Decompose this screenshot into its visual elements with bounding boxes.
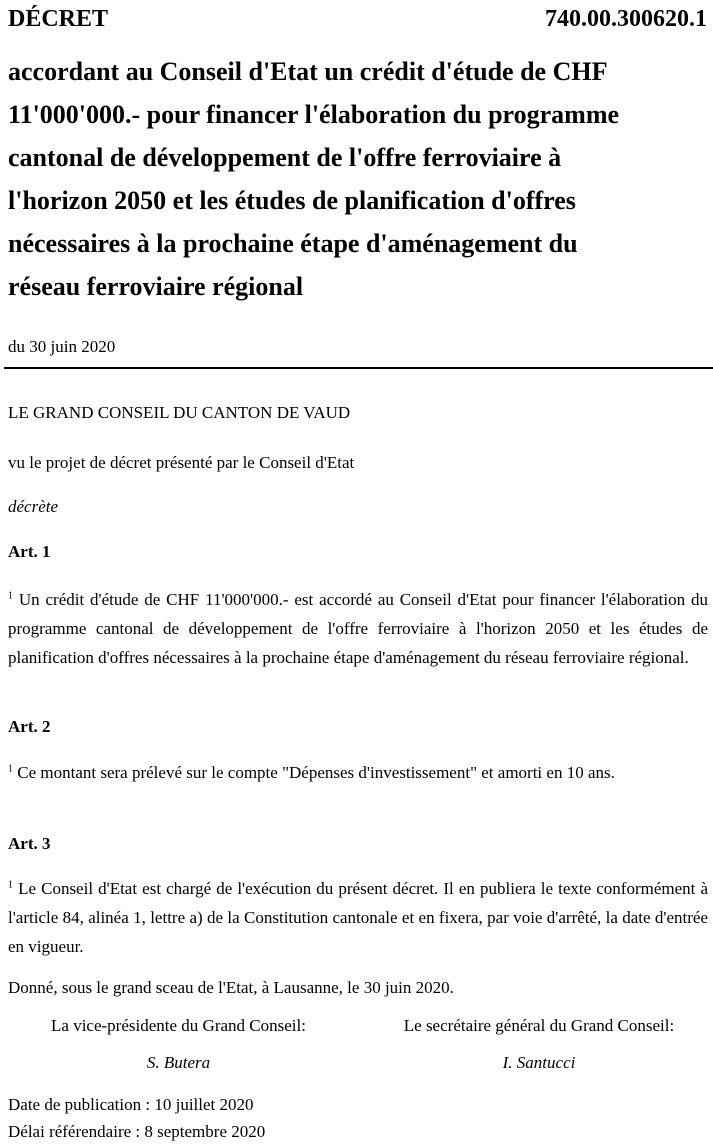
title-line: accordant au Conseil d'Etat un crédit d'étude de CHF: [8, 57, 608, 86]
title-line: nécessaires à la prochaine étape d'aménagement du: [8, 229, 578, 258]
alinea-number: 1: [8, 879, 13, 891]
article-2-body: Ce montant sera prélevé sur le compte "Dépenses d'investissement" et amorti en 10 ans.: [17, 763, 615, 782]
article-2-text: [8, 758, 708, 787]
right-signatory-name: I. Santucci: [502, 1053, 576, 1072]
alinea-number: 1: [8, 763, 13, 775]
title-line: cantonal de développement de l'offre ferroviaire à: [8, 143, 562, 172]
left-signatory-title: La vice-présidente du Grand Conseil:: [51, 1016, 306, 1035]
referendum-deadline: Délai référendaire : 8 septembre 2020: [8, 1122, 266, 1141]
article-3-text: [8, 874, 708, 961]
authority-line: LE GRAND CONSEIL DU CANTON DE VAUD: [8, 403, 351, 422]
decree-title: [8, 50, 708, 308]
document-reference: 740.00.300620.1: [545, 6, 707, 32]
alinea-number: 1: [8, 590, 13, 602]
title-line: réseau ferroviaire régional: [8, 272, 304, 301]
left-signatory-name: S. Butera: [146, 1053, 211, 1072]
decree-date: du 30 juin 2020: [8, 337, 116, 356]
article-3-heading: Art. 3: [8, 834, 51, 853]
article-3-body: Le Conseil d'Etat est chargé de l'exécution du présent décret. Il en publiera le texte conformément à l'article 84, alinéa 1, lettre a) de la Constitution cantonale et en fixera, par voie d'arrêté, la date d'entrée en vigueur.: [8, 879, 709, 956]
title-line: l'horizon 2050 et les études de planification d'offres: [8, 186, 576, 215]
article-1-body: Un crédit d'étude de CHF 11'000'000.- est accordé au Conseil d'Etat pour financer l'élaboration du programme cantonal de développement de l'offre ferroviaire à l'horizon 2050 et les études de planification d'offres nécessaires à la prochaine étape d'aménagement du réseau ferroviaire régional.: [8, 590, 708, 667]
right-signatory-title: Le secrétaire général du Grand Conseil:: [403, 1016, 675, 1035]
document-header: [8, 4, 707, 34]
article-2-heading: Art. 2: [8, 717, 51, 736]
article-1-text: [8, 585, 708, 672]
title-line: 11'000'000.- pour financer l'élaboration du programme: [8, 100, 620, 129]
decrees-line: décrète: [8, 497, 59, 516]
publication-date: Date de publication : 10 juillet 2020: [8, 1095, 254, 1114]
considering-line: vu le projet de décret présenté par le Conseil d'Etat: [8, 453, 355, 472]
article-1-heading: Art. 1: [8, 542, 51, 561]
divider: [4, 367, 713, 369]
closing-formula: Donné, sous le grand sceau de l'Etat, à Lausanne, le 30 juin 2020.: [8, 978, 454, 997]
document-type: DÉCRET: [8, 6, 109, 32]
